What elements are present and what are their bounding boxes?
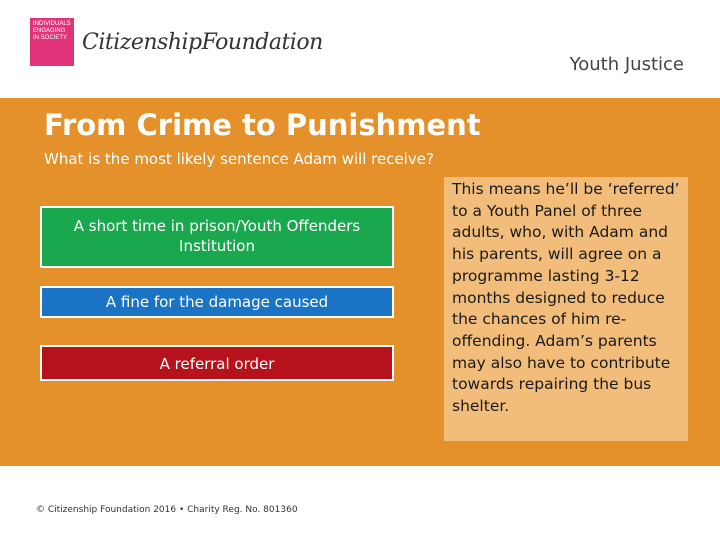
question-text: What is the most likely sentence Adam will receive? (44, 150, 434, 168)
slide-title: From Crime to Punishment (44, 108, 481, 142)
option-fine-button[interactable]: A fine for the damage caused (40, 286, 394, 318)
footer-copyright: © Citizenship Foundation 2016 • Charity Reg. No. 801360 (36, 505, 298, 515)
logo-wordmark: CitizenshipFoundation (82, 30, 323, 55)
option-prison-button[interactable]: A short time in prison/Youth Offenders Institution (40, 206, 394, 268)
section-title: Youth Justice (569, 54, 684, 75)
logo-badge: INDIVIDUALS ENGAGING IN SOCIETY (30, 18, 74, 66)
explanation-box: This means he’ll be ‘referred’ to a Youth Panel of three adults, who, with Adam and his parents, will agree on a programme lasting 3-12 months designed to reduce the chances of him re-offending. Adam’s parents may also have to contribute towards repairing the bus shelter. (444, 177, 688, 441)
option-referral-order-button[interactable]: A referral order (40, 345, 394, 381)
